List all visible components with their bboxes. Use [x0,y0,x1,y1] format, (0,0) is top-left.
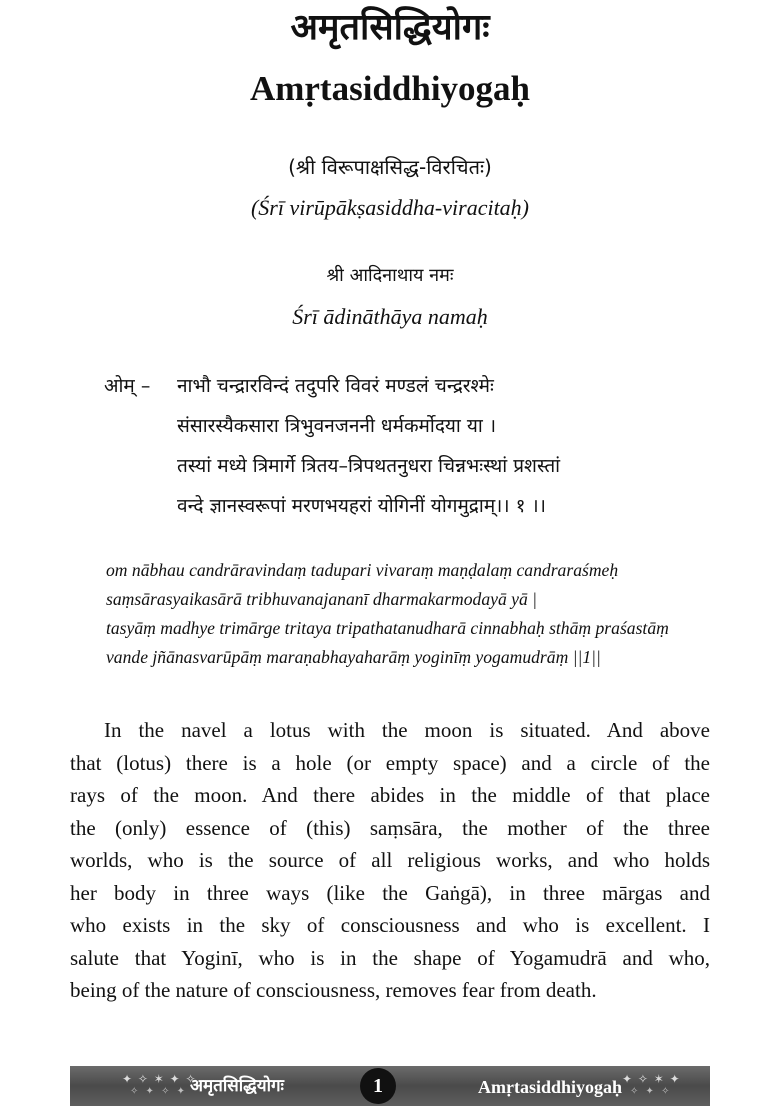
page-footer [70,1066,710,1106]
verse-transliteration-line: saṃsārasyaikasārā tribhuvanajananī dharmakarmodayā yā | [106,589,537,609]
star-decoration-icon: ✦ ✧ ✶ ✦ [622,1072,681,1086]
translation-line: being of the nature of consciousness, removes fear from death. [70,978,597,1002]
title-transliteration: Amṛtasiddhiyogaḥ [249,69,531,108]
translation-line: the (only) essence of (this) saṃsāra, the mother of the three [70,815,710,840]
page-number: 1 [360,1068,396,1104]
invocation-devanagari: श्री आदिनाथाय नमः [326,265,454,286]
star-decoration-icon: ✦ ✧ ✶ ✦ ✧ [122,1072,197,1086]
translation-line: that (lotus) there is a hole (or empty space) and a circle of the [70,750,710,775]
verse-line-text: तस्यां मध्ये त्रिमार्गे त्रितय–त्रिपथतनुधरा चिन्नभःस्थां प्रशस्तां [177,455,561,477]
verse-transliteration-line: tasyāṃ madhye trimārge tritaya tripathatanudharā cinnabhaḥ sthāṃ praśastāṃ [106,618,669,638]
star-decoration-icon: ✧ ✦ ✧ [630,1086,672,1097]
verse-prefix: ओम् – [104,375,151,397]
invocation-transliteration: Śrī ādināthāya namaḥ [292,304,488,329]
verse-devanagari-line [104,366,724,406]
verse-line-text: नाभौ चन्द्रारविन्दं तदुपरि विवरं मण्डलं चन्द्ररश्मेः [177,375,494,397]
translation-paragraph [70,714,710,1007]
author-devanagari: (श्री विरूपाक्षसिद्ध-विरचितः) [288,155,492,179]
translation-line: worlds, who is the source of all religious works, and who holds [70,848,710,872]
verse-transliteration-line: om nābhau candrāravindaṃ tadupari vivaraṃ maṇḍalaṃ candraraśmeḥ [106,560,619,580]
verse-transliteration-line: vande jñānasvarūpāṃ maraṇabhayaharāṃ yoginīṃ yogamudrāṃ ||1|| [106,647,601,667]
verse-devanagari-line [104,446,724,486]
verse-line-text: संसारस्यैकसारा त्रिभुवनजननी धर्मकर्मोदया या । [177,415,497,437]
translation-line: who exists in the sky of consciousness and who is excellent. I [70,913,710,937]
verse-line-text: वन्दे ज्ञानस्वरूपां मरणभयहरां योगिनीं योगमुद्राम्।। १ ।। [177,495,546,517]
verse-devanagari [104,366,724,526]
translation-line: rays of the moon. And there abides in the middle of that place [70,783,710,807]
title-devanagari: अमृतसिद्धियोगः [290,7,490,48]
verse-devanagari-line [104,486,724,526]
footer-left-title: अमृतसिद्धियोगः [190,1076,284,1096]
verse-devanagari-line [104,406,724,446]
author-transliteration: (Śrī virūpākṣasiddha-viracitaḥ) [250,195,530,220]
verse-transliteration [106,556,726,672]
star-decoration-icon: ✧ ✦ ✧ ✦ [130,1086,188,1097]
translation-line: In the navel a lotus with the moon is situated. And above [104,718,710,742]
footer-right-title: Amṛtasiddhiyogaḥ [478,1077,623,1097]
translation-line: her body in three ways (like the Gaṅgā), in three mārgas and [70,880,710,905]
translation-line: salute that Yoginī, who is in the shape of Yogamudrā and who, [70,945,710,970]
